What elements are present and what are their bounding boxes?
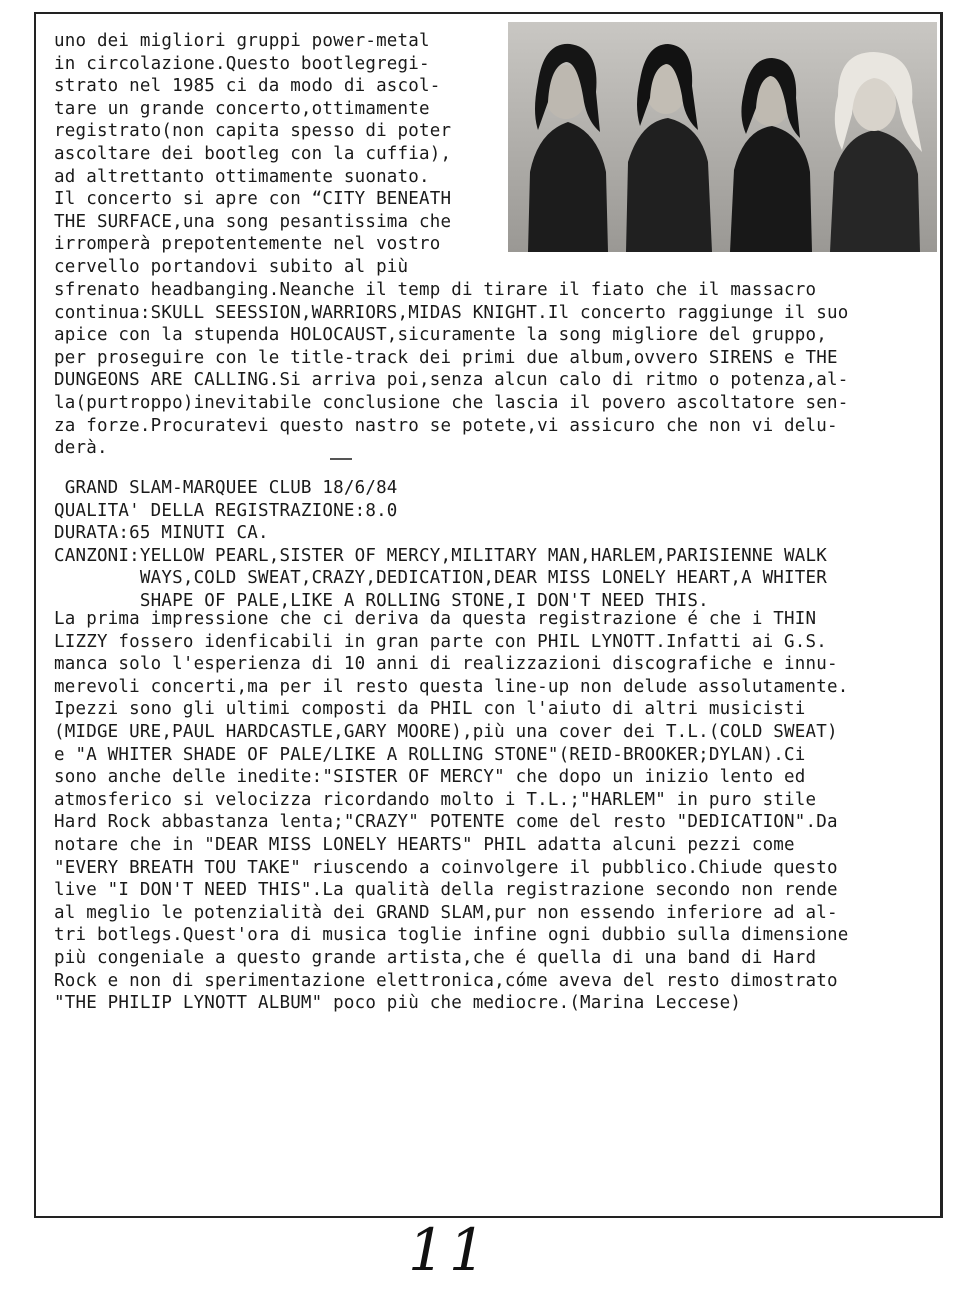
text-line: Hard Rock abbastanza lenta;"CRAZY" POTENTE come del resto "DEDICATION".Da [54,812,838,833]
text-line: La prima impressione che ci deriva da questa registrazione é che i THIN [54,609,817,629]
text-line: al meglio le potenzialità dei GRAND SLAM,pur non essendo inferiore ad al- [54,902,838,923]
text-line: Il concerto si apre con “CITY BENEATH [54,189,452,210]
text-line: LIZZY fossero idenficabili in gran parte con PHIL LYNOTT.Infatti ai G.S. [54,631,827,652]
text-line: notare che in "DEAR MISS LONELY HEARTS" PHIL adatta alcuni pezzi come [54,834,795,855]
text-line: in circolazione.Questo bootlegregi- [54,53,430,74]
band-member-1 [528,44,608,252]
text-line: per proseguire con le title-track dei primi due album,ovvero SIRENS e THE [54,347,838,368]
intro-continuation-paragraph [54,279,848,460]
text-line: "EVERY BREATH TOU TAKE" riuscendo a coinvolgere il pubblico.Chiude questo [54,857,838,878]
text-line: WAYS,COLD SWEAT,CRAZY,DEDICATION,DEAR MISS LONELY HEART,A WHITER [54,568,827,589]
band-photo [508,22,937,252]
text-line: derà. [54,438,108,459]
bootleg-info-block [54,477,827,613]
review-paragraph [54,608,848,1015]
text-line: THE SURFACE,una song pesantissima che [54,211,452,232]
text-line: CANZONI:YELLOW PEARL,SISTER OF MERCY,MILITARY MAN,HARLEM,PARISIENNE WALK [54,545,827,566]
text-line: "THE PHILIP LYNOTT ALBUM" poco più che mediocre.(Marina Leccese) [54,993,742,1014]
text-line: e "A WHITER SHADE OF PALE/LIKE A ROLLING STONE"(REID-BROOKER;DYLAN).Ci [54,744,806,765]
text-line: Rock e non di sperimentazione elettronica,cóme aveva del resto dimostrato [54,970,838,991]
text-line: QUALITA' DELLA REGISTRAZIONE:8.0 [54,500,398,521]
text-line: sono anche delle inedite:"SISTER OF MERCY" che dopo un inizio lento ed [54,767,806,788]
text-line: più congeniale a questo grande artista,che é quella di una band di Hard [54,947,817,968]
text-line: Ipezzi sono gli ultimi composti da PHIL con l'aiuto di altri musicisti [54,699,806,720]
text-line: atmosferico si velocizza ricordando molto i T.L.;"HARLEM" in puro stile [54,789,817,810]
text-line: za forze.Procuratevi questo nastro se potete,vi assicuro che non vi delu- [54,415,838,436]
text-line: manca solo l'esperienza di 10 anni di realizzazioni discografiche e innu- [54,654,838,675]
text-line: tri botlegs.Quest'ora di musica toglie infine ogni dubbio sulla dimensione [54,925,849,946]
text-line: DUNGEONS ARE CALLING.Si arriva poi,senza alcun calo di ritmo o potenza,al- [54,370,849,391]
text-line: cervello portandovi subito al più [54,256,409,277]
text-line: DURATA:65 MINUTI CA. [54,523,269,544]
text-line: ad altrettanto ottimamente suonato. [54,166,430,187]
page-number: 11 [408,1216,490,1284]
text-line: GRAND SLAM-MARQUEE CLUB 18/6/84 [54,478,398,498]
text-line: SHAPE OF PALE,LIKE A ROLLING STONE,I DON'T NEED THIS. [54,590,709,611]
text-line: apice con la stupenda HOLOCAUST,sicuramente la song migliore del gruppo, [54,325,827,346]
text-line: (MIDGE URE,PAUL HARDCASTLE,GARY MOORE),più una cover dei T.L.(COLD SWEAT) [54,721,838,742]
text-line: strato nel 1985 ci da modo di ascol- [54,76,441,97]
text-line: continua:SKULL SEESSION,WARRIORS,MIDAS KNIGHT.Il concerto raggiunge il suo [54,302,849,323]
text-line: uno dei migliori gruppi power-metal [54,31,430,51]
text-line: ascoltare dei bootleg con la cuffia), [54,143,452,164]
text-line: live "I DON'T NEED THIS".La qualità della registrazione secondo non rende [54,880,838,901]
text-line: la(purtroppo)inevitabile conclusione che lascia il povero ascoltatore sen- [54,392,849,413]
band-member-4 [830,52,922,252]
text-line: irromperà prepotentemente nel vostro [54,234,441,255]
text-line: sfrenato headbanging.Neanche il temp di tirare il fiato che il massacro [54,280,817,300]
divider [330,458,352,460]
text-line: registrato(non capita spesso di poter [54,121,452,142]
text-line: merevoli concerti,ma per il resto questa line-up non delude assolutamente. [54,676,849,697]
text-line: tare un grande concerto,ottimamente [54,98,430,119]
intro-paragraph [54,30,451,279]
